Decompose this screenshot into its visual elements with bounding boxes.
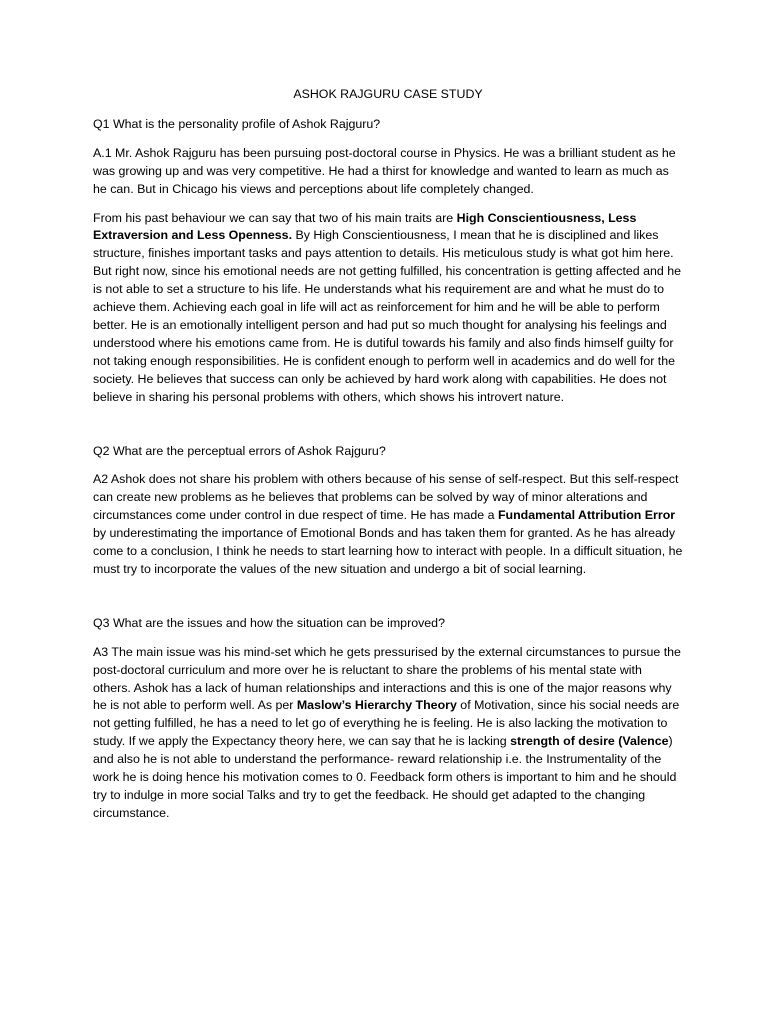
answer-1-paragraph-2 [93,210,683,407]
document-title: ASHOK RAJGURU CASE STUDY [293,87,483,101]
answer-1-rest-text: By High Conscientiousness, I mean that he is disciplined and likes structure, finishes important tasks and pays attention to details. His meticulous study is what got him here. But right now, since his emotional needs are not getting fulfilled, his concentration is getting affected and he is not able to set a structure to his life. He understands what his requirement are and what he must do to achieve them. Achieving each goal in life will act as reinforcement for him and he will be able to perform better. He is an emotionally intelligent person and had put so much thought for analysing his feelings and understood where his emotions came from. He is dutiful towards his family and also finds himself guilty for not taking enough responsibilities. He is confident enough to perform well in academics and do well for the society. He believes that success can only be achieved by hard work along with capabilities. He does not believe in sharing his personal problems with others, which shows his introvert nature. [93,228,682,404]
answer-2-rest-text: by underestimating the importance of Emotional Bonds and has taken them for granted. As he has already come to a conclusion, I think he needs to start learning how to interact with people. In a difficult situation, he must try to incorporate the values of the new situation and undergo a bit of social learning. [93,526,683,576]
answer-3-part-3-text: ) and also he is not able to understand the performance- reward relationship i.e. the Instrumentality of the work he is doing hence his motivation comes to 0. Feedback form others is important to him and he should try to indulge in more social Talks and try to get the feedback. He should get adapted to the changing circumstance. [93,734,677,820]
answer-2-paragraph [93,471,683,578]
question-1: Q1 What is the personality profile of Ashok Rajguru? [93,116,381,131]
answer-1-intro-text: From his past behaviour we can say that two of his main traits are [93,210,457,225]
section-gap [93,418,683,443]
valence-emphasis: strength of desire (Valence [510,734,669,749]
answer-1-paragraph-1: A.1 Mr. Ashok Rajguru has been pursuing post-doctoral course in Physics. He was a brilliant student as he was growing up and was very competitive. He had a thirst for knowledge and wanted to learn as much as he can. But in Chicago his views and perceptions about life completely changed. [93,145,676,196]
section-gap [93,590,683,615]
answer-3-paragraph [93,644,683,823]
answer-3-part-1-text: A3 The main issue was his mind-set which he gets pressurised by the external circumstances to pursue the post-doctoral curriculum and more over he is reluctant to share the problems of his mental state with others. Ashok has a lack of human relationships and interactions and this is one of the major reasons why he is not able to perform well. As per [93,644,681,713]
maslow-theory-emphasis: Maslow’s Hierarchy Theory [296,698,457,713]
document-body [93,86,683,834]
personality-traits-emphasis: High Conscientiousness, Less Extraversion and Less Openness. [93,210,637,243]
answer-3-part-2-text: of Motivation, since his social needs are not getting fulfilled, he has a need to let go of everything he is feeling. He is also lacking the motivation to study. If we apply the Expectancy theory here, we can say that he is lacking [93,698,680,749]
question-2: Q2 What are the perceptual errors of Ashok Rajguru? [93,443,386,458]
answer-2-intro-text: A2 Ashok does not share his problem with others because of his sense of self-respect. But this self-respect can create new problems as he believes that problems can be solved by way of minor alterations and circumstances come under control in due respect of time. He has made a [93,472,679,523]
question-3: Q3 What are the issues and how the situation can be improved? [93,615,445,630]
attribution-error-emphasis: Fundamental Attribution Error [497,508,676,523]
